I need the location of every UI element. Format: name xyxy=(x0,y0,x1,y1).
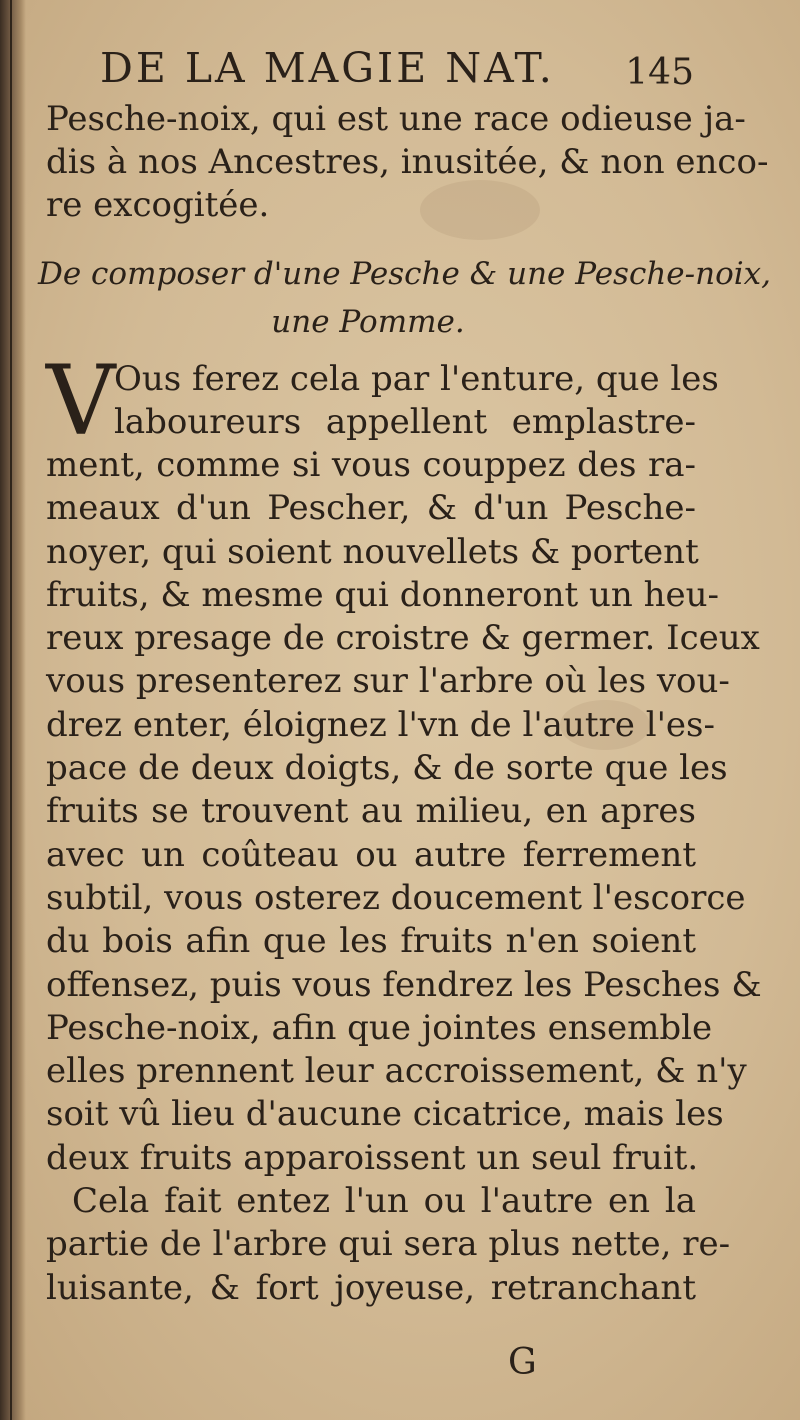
text-line: partie de l'arbre qui sera plus nette, re- xyxy=(46,1224,731,1265)
text-line: noyer, qui soient nouvellets & portent xyxy=(46,531,699,572)
text-line: elles prennent leur accroissement, & n'y xyxy=(46,1051,747,1092)
continuation-text xyxy=(46,98,769,227)
section-heading xyxy=(38,250,771,346)
text-line: Ous ferez cela par l'enture, que les xyxy=(114,359,719,399)
text-line: Cela fait entez l'un ou l'autre en la xyxy=(72,1181,696,1222)
text-line: fruits se trouvent au milieu, en apres xyxy=(46,791,696,832)
text-line: avec un coûteau ou autre ferrement xyxy=(46,834,696,875)
text-line: offensez, puis vous fendrez les Pesches & xyxy=(46,964,762,1005)
text-line: Pesche-noix, afin que jointes ensemble xyxy=(46,1007,713,1048)
text-line: luisante, & fort joyeuse, retranchant xyxy=(46,1267,696,1308)
text-line: vous presenterez sur l'arbre où les vou- xyxy=(46,661,730,702)
text-line: subtil, vous osterez doucement l'escorce xyxy=(46,877,746,918)
running-title: DE LA MAGIE NAT. xyxy=(100,44,555,92)
text-line: ment, comme si vous couppez des ra- xyxy=(46,445,696,485)
page-number: 145 xyxy=(625,52,694,93)
text-line: reux presage de croistre & germer. Iceux xyxy=(46,618,760,659)
text-line: laboureurs appellent emplastre- xyxy=(114,402,696,442)
heading-line: une Pomme. xyxy=(271,304,465,340)
text-line: pace de deux doigts, & de sorte que les xyxy=(46,748,728,789)
heading-line: De composer d'une Pesche & une Pesche-noix, xyxy=(38,256,771,292)
text-line: re excogitée. xyxy=(46,185,270,225)
dropcap-block xyxy=(46,345,719,457)
text-line: Pesche-noix, qui est une race odieuse ja- xyxy=(46,99,746,139)
text-line: soit vû lieu d'aucune cicatrice, mais les xyxy=(46,1094,724,1135)
paragraph-1 xyxy=(46,345,762,1310)
text-line: meaux d'un Pescher, & d'un Pesche- xyxy=(46,488,696,529)
page-edge xyxy=(10,0,12,1420)
text-line: du bois afin que les fruits n'en soient xyxy=(46,921,696,962)
text-line: dis à nos Ancestres, inusitée, & non enco- xyxy=(46,142,769,182)
text-line: deux fruits apparoissent un seul fruit. xyxy=(46,1137,699,1178)
text-line: drez enter, éloignez l'vn de l'autre l'es- xyxy=(46,704,715,745)
binding-gutter xyxy=(0,0,26,1420)
drop-cap: V xyxy=(46,345,116,457)
page-header xyxy=(100,40,694,100)
text-line: fruits, & mesme qui donneront un heu- xyxy=(46,574,719,615)
signature-mark: G xyxy=(508,1342,537,1383)
